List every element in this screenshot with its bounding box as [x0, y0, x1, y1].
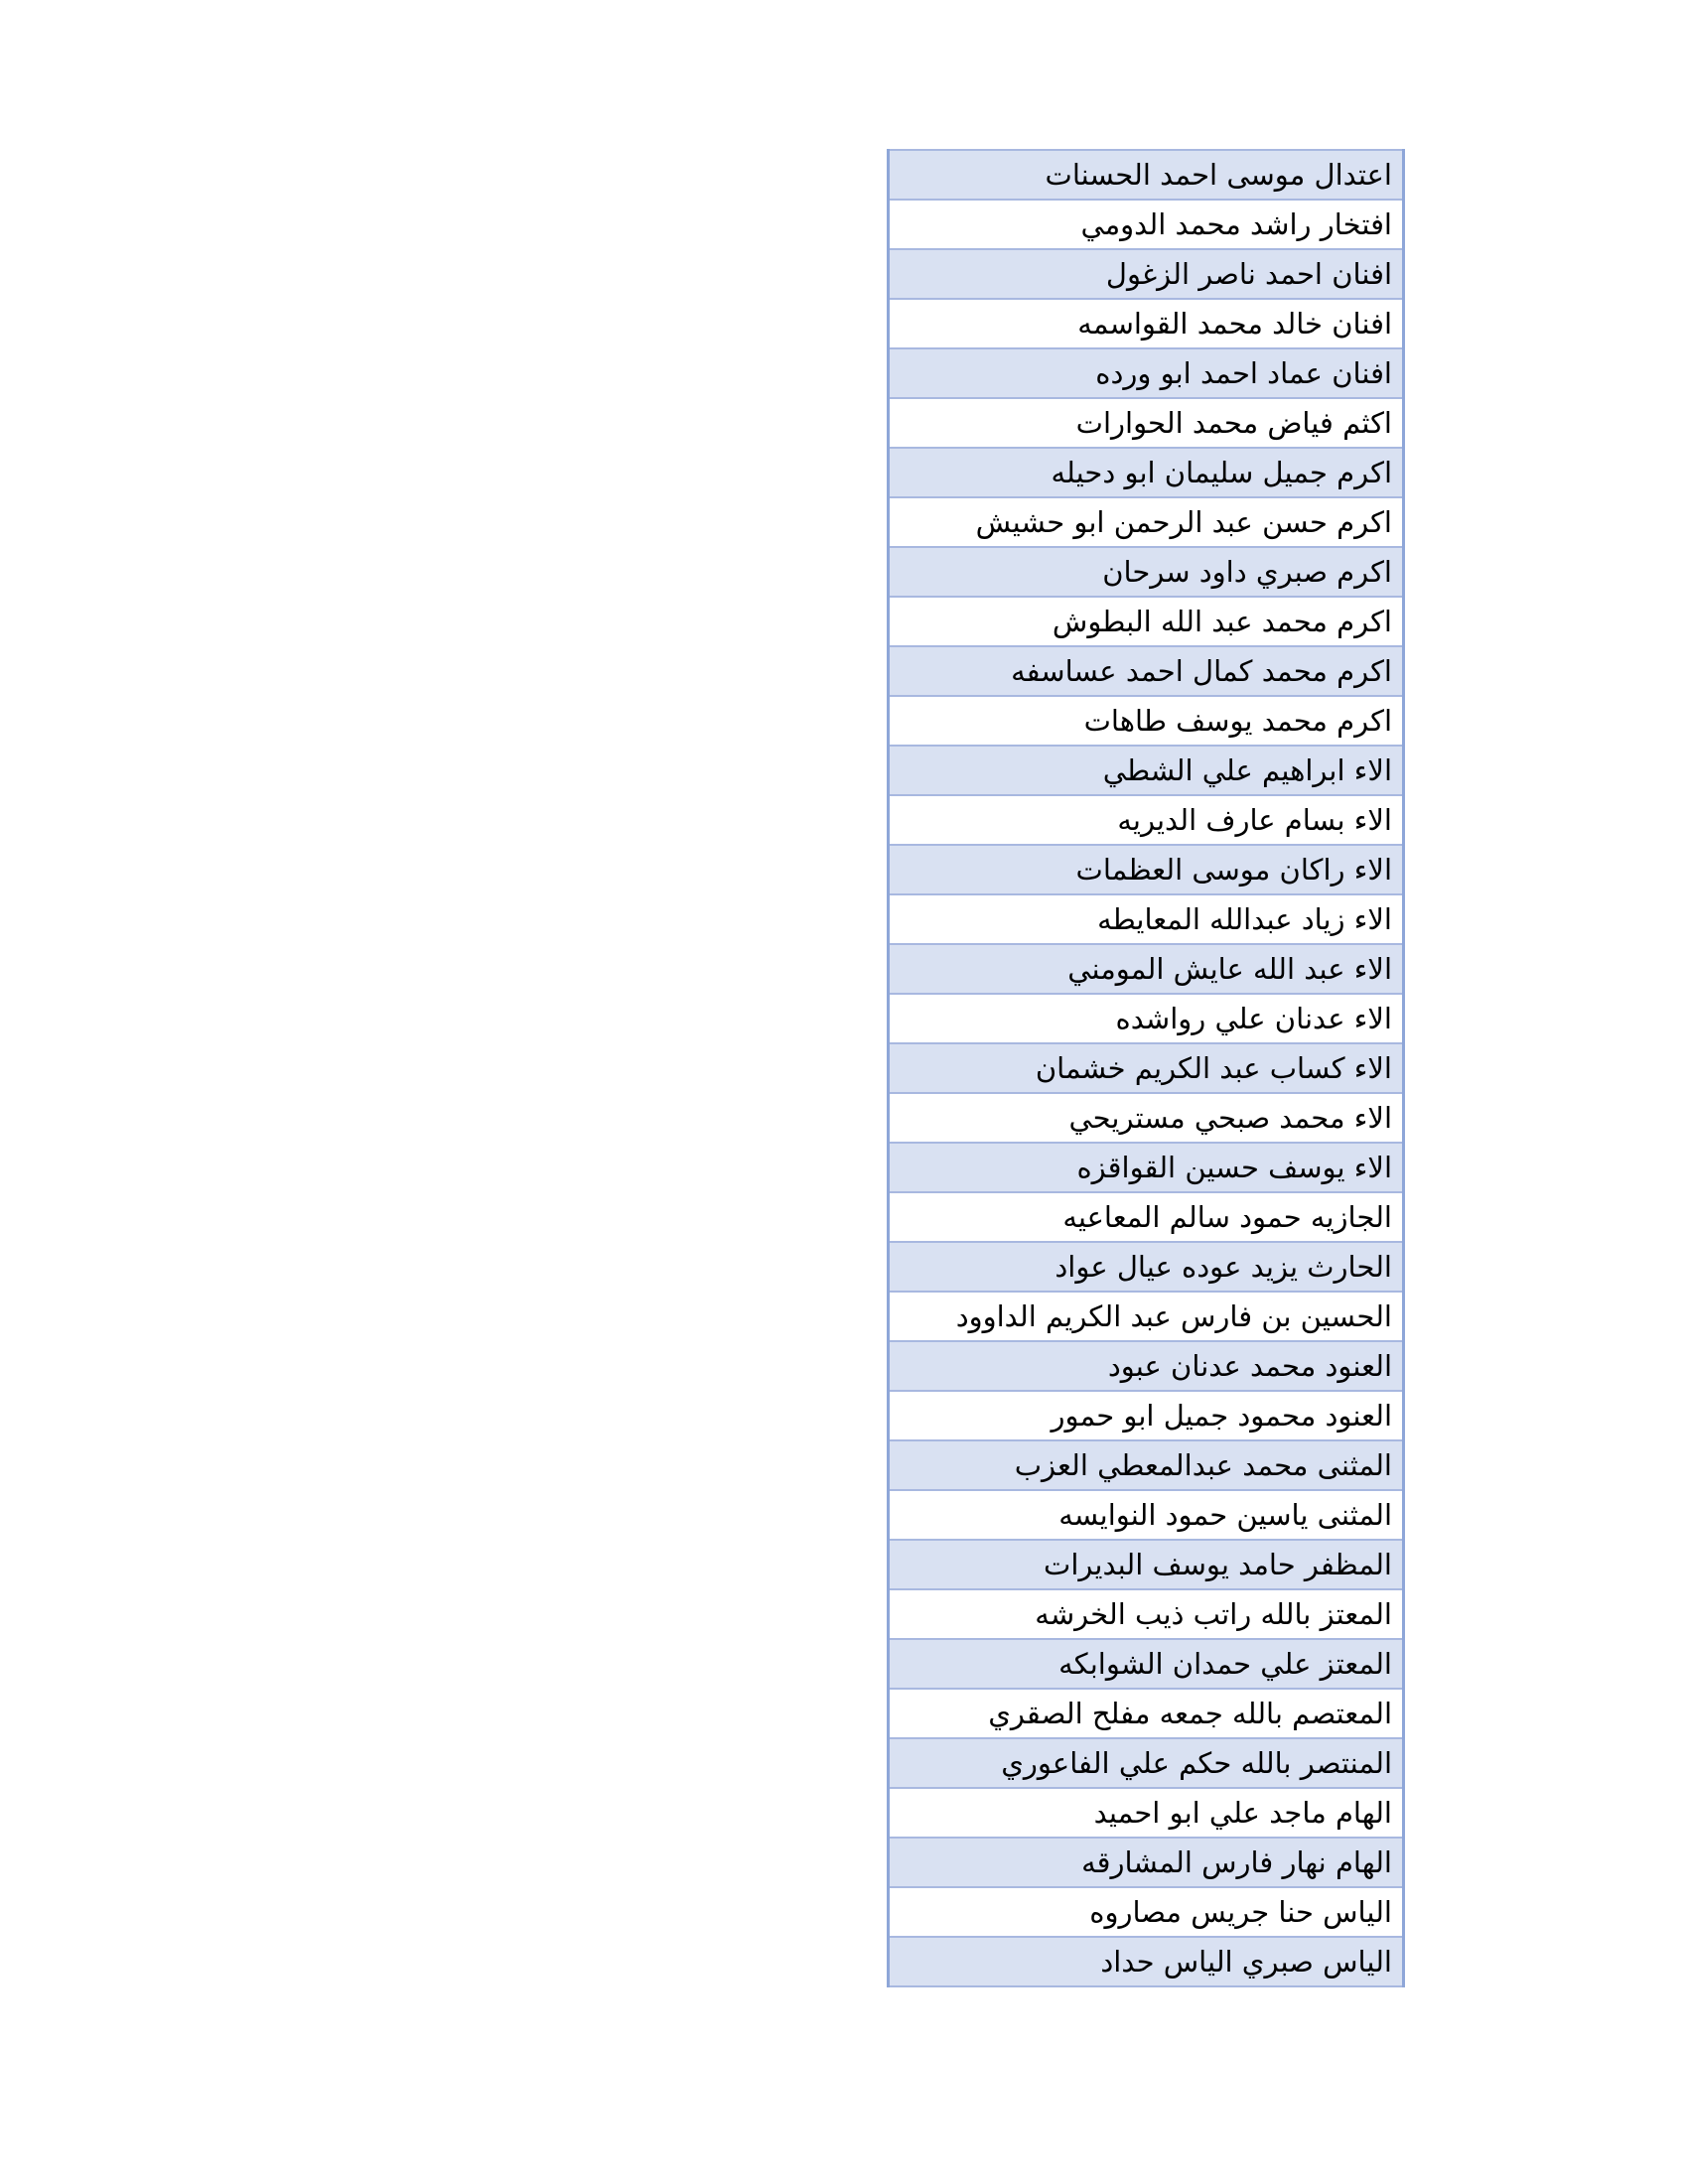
name-cell: المعتصم بالله جمعه مفلح الصقري — [889, 1689, 1404, 1738]
table-row — [889, 249, 1404, 299]
table-row — [889, 497, 1404, 547]
table-row — [889, 1887, 1404, 1937]
table-row — [889, 696, 1404, 746]
table-row — [889, 1093, 1404, 1143]
name-cell: المنتصر بالله حكم علي الفاعوري — [889, 1738, 1404, 1788]
table-row — [889, 1391, 1404, 1440]
table-row — [889, 1242, 1404, 1292]
name-cell: اكثم فياض محمد الحوارات — [889, 398, 1404, 448]
table-row — [889, 1639, 1404, 1689]
name-cell: الهام ماجد علي ابو احميد — [889, 1788, 1404, 1838]
name-cell: افتخار راشد محمد الدومي — [889, 200, 1404, 249]
name-cell: المعتز بالله راتب ذيب الخرشه — [889, 1589, 1404, 1639]
name-cell: الحارث يزيد عوده عيال عواد — [889, 1242, 1404, 1292]
name-cell: الجازيه حمود سالم المعاعيه — [889, 1192, 1404, 1242]
name-cell: المثنى محمد عبدالمعطي العزب — [889, 1440, 1404, 1490]
table-row — [889, 1440, 1404, 1490]
name-cell: افنان احمد ناصر الزغول — [889, 249, 1404, 299]
table-row — [889, 646, 1404, 696]
table-row — [889, 547, 1404, 597]
name-cell: اكرم محمد يوسف طاهات — [889, 696, 1404, 746]
name-cell: المثنى ياسين حمود النوايسه — [889, 1490, 1404, 1540]
table-row — [889, 1143, 1404, 1192]
name-cell: اكرم صبري داود سرحان — [889, 547, 1404, 597]
table-row — [889, 1540, 1404, 1589]
table-row — [889, 795, 1404, 845]
names-table — [887, 149, 1405, 1987]
table-row — [889, 398, 1404, 448]
name-cell: اكرم محمد كمال احمد عساسفه — [889, 646, 1404, 696]
table-row — [889, 597, 1404, 646]
table-row — [889, 894, 1404, 944]
table-row — [889, 944, 1404, 994]
name-cell: الياس حنا جريس مصاروه — [889, 1887, 1404, 1937]
name-cell: الاء كساب عبد الكريم خشمان — [889, 1043, 1404, 1093]
name-cell: الاء زياد عبدالله المعايطه — [889, 894, 1404, 944]
table-row — [889, 1341, 1404, 1391]
table-row — [889, 1490, 1404, 1540]
name-cell: اعتدال موسى احمد الحسنات — [889, 150, 1404, 200]
table-row — [889, 299, 1404, 348]
table-row — [889, 1043, 1404, 1093]
table-row — [889, 1192, 1404, 1242]
name-cell: اكرم حسن عبد الرحمن ابو حشيش — [889, 497, 1404, 547]
table-row — [889, 1937, 1404, 1986]
name-cell: اكرم جميل سليمان ابو دحيله — [889, 448, 1404, 497]
table-row — [889, 1689, 1404, 1738]
table-row — [889, 1589, 1404, 1639]
table-row — [889, 746, 1404, 795]
name-cell: الاء ابراهيم علي الشطي — [889, 746, 1404, 795]
name-cell: المعتز علي حمدان الشوابكه — [889, 1639, 1404, 1689]
name-cell: المظفر حامد يوسف البديرات — [889, 1540, 1404, 1589]
name-cell: الاء بسام عارف الديريه — [889, 795, 1404, 845]
name-cell: اكرم محمد عبد الله البطوش — [889, 597, 1404, 646]
table-row — [889, 1738, 1404, 1788]
name-cell: الحسين بن فارس عبد الكريم الداوود — [889, 1292, 1404, 1341]
name-cell: الاء عدنان علي رواشده — [889, 994, 1404, 1043]
table-row — [889, 348, 1404, 398]
name-cell: الياس صبري الياس حداد — [889, 1937, 1404, 1986]
name-cell: العنود محمود جميل ابو حمور — [889, 1391, 1404, 1440]
table-row — [889, 200, 1404, 249]
name-cell: الاء محمد صبحي مستريحي — [889, 1093, 1404, 1143]
table-row — [889, 1838, 1404, 1887]
name-cell: افنان عماد احمد ابو ورده — [889, 348, 1404, 398]
table-row — [889, 1292, 1404, 1341]
names-table-body — [889, 150, 1404, 1986]
name-cell: افنان خالد محمد القواسمه — [889, 299, 1404, 348]
table-row — [889, 994, 1404, 1043]
name-cell: الاء يوسف حسين القواقزه — [889, 1143, 1404, 1192]
table-row — [889, 448, 1404, 497]
name-cell: العنود محمد عدنان عبود — [889, 1341, 1404, 1391]
table-row — [889, 1788, 1404, 1838]
name-cell: الاء عبد الله عايش المومني — [889, 944, 1404, 994]
name-cell: الاء راكان موسى العظمات — [889, 845, 1404, 894]
table-row — [889, 845, 1404, 894]
table-row — [889, 150, 1404, 200]
name-cell: الهام نهار فارس المشارقه — [889, 1838, 1404, 1887]
